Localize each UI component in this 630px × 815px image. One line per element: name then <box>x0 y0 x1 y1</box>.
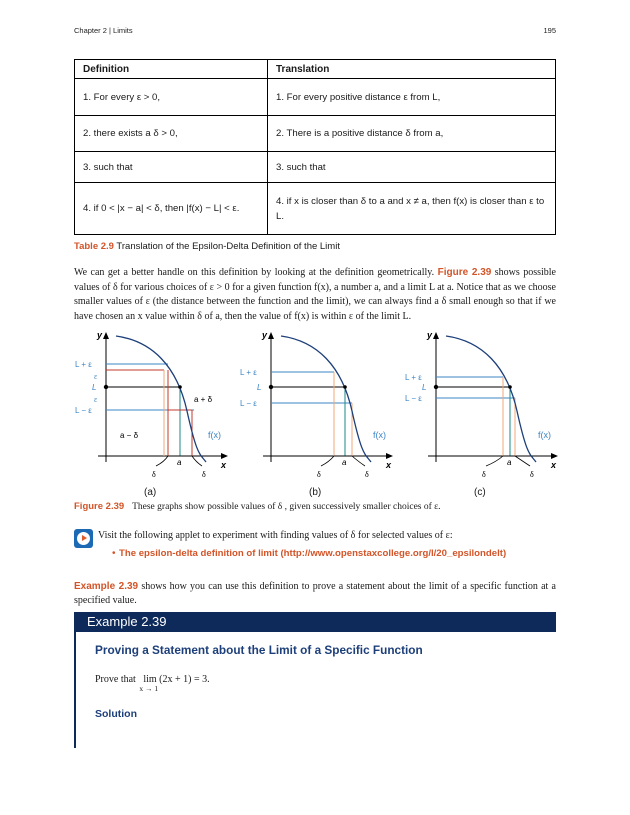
y-axis-label: y <box>97 330 103 340</box>
fx-label: f(x) <box>538 430 551 440</box>
table-row <box>75 183 556 235</box>
a-label: a <box>177 458 182 467</box>
panel-label-c: (c) <box>474 487 486 498</box>
example-title: Proving a Statement about the Limit of a Specific Function <box>95 643 423 657</box>
table-cell-definition: 3. such that <box>75 152 268 183</box>
l-minus-eps-label: L − ε <box>240 399 257 408</box>
x-axis-label: x <box>221 460 227 470</box>
example-header-title: Example 2.39 <box>87 614 167 629</box>
x-axis-label: x <box>386 460 392 470</box>
figure-panel-a <box>72 326 232 479</box>
a-minus-delta-label: a − δ <box>120 431 139 440</box>
delta-label: δ <box>152 470 156 479</box>
lim-subscript: x → 1 <box>139 684 159 693</box>
table-cell-translation: 4. if x is closer than δ to a and x ≠ a, then f(x) is closer than ε to L. <box>268 183 556 235</box>
graph-a <box>72 326 232 479</box>
figure-link[interactable]: Figure 2.39 <box>437 267 492 278</box>
delta-label: δ <box>365 470 369 479</box>
delta-label: δ <box>202 470 206 479</box>
figure-caption-text: These graphs show possible values of δ , given successively smaller choices of ε. <box>132 502 441 512</box>
applet-intro: Visit the following applet to experiment with finding values of δ for selected values of ε: <box>98 530 453 541</box>
fx-label: f(x) <box>208 430 221 440</box>
eps-label: ε <box>94 372 98 381</box>
l-minus-eps-label: L − ε <box>405 394 422 403</box>
table-cell-definition: 2. there exists a δ > 0, <box>75 116 268 152</box>
applet-link[interactable]: The epsilon-delta definition of limit (http://www.openstaxcollege.org/l/20_epsilondelt) <box>119 548 507 559</box>
figure-caption <box>74 501 441 512</box>
limit-body: (2x + 1) = 3. <box>159 674 210 685</box>
example-header <box>74 612 556 632</box>
l-label: L <box>92 383 97 392</box>
example-intro-text: shows how you can use this definition to prove a statement about the limit of a specific function at a specified value. <box>74 581 556 606</box>
table-caption <box>74 241 340 252</box>
limit-expression <box>139 674 159 693</box>
fx-label: f(x) <box>373 430 386 440</box>
table-row <box>75 152 556 183</box>
table-cell-translation: 3. such that <box>268 152 556 183</box>
panel-label-b: (b) <box>309 487 322 498</box>
eps-label: ε <box>94 395 98 404</box>
a-plus-delta-label: a + δ <box>194 395 213 404</box>
table-cell-definition: 4. if 0 < |x − a| < δ, then |f(x) − L| < ε. <box>75 183 268 235</box>
table-row <box>75 79 556 116</box>
prove-statement <box>95 674 210 693</box>
x-axis-label: x <box>551 460 557 470</box>
a-label: a <box>507 458 512 467</box>
l-plus-eps-label: L + ε <box>240 368 257 377</box>
delta-label: δ <box>317 470 321 479</box>
running-header-chapter: Chapter 2 | Limits <box>74 26 133 35</box>
delta-label: δ <box>482 470 486 479</box>
table-cell-definition: 1. For every ε > 0, <box>75 79 268 116</box>
y-axis-label: y <box>427 330 433 340</box>
paragraph-text-2: shows possible values of δ for various choices of ε > 0 for a given function f(x), a number a, and a limit L at a. Notice that as we choose smaller values of ε (the distance between the function and the limit), we can always find a δ small enough so that if we have chosen an x value within δ of a, then the value of f(x) is within ε of the limit L. <box>74 267 556 322</box>
example-link[interactable]: Example 2.39 <box>74 581 139 592</box>
table-caption-text: Translation of the Epsilon-Delta Definition of the Limit <box>113 241 340 252</box>
l-plus-eps-label: L + ε <box>405 373 422 382</box>
y-axis-label: y <box>262 330 268 340</box>
figure-panel-c <box>402 326 562 479</box>
l-minus-eps-label: L − ε <box>75 406 92 415</box>
definition-table <box>74 59 556 235</box>
paragraph-text-1: We can get a better handle on this definition by looking at the definition geometrically. <box>74 267 438 278</box>
graph-c <box>402 326 562 479</box>
page-number: 195 <box>543 26 556 35</box>
figure-panel-b <box>237 326 397 479</box>
l-label: L <box>422 383 427 392</box>
table-caption-label: Table 2.9 <box>74 241 114 252</box>
panel-label-a: (a) <box>144 487 157 498</box>
graph-b <box>237 326 397 479</box>
l-plus-eps-label: L + ε <box>75 360 92 369</box>
body-paragraph <box>74 266 556 324</box>
table-row <box>75 116 556 152</box>
table-cell-translation: 1. For every positive distance ε from L, <box>268 79 556 116</box>
solution-heading: Solution <box>95 708 137 720</box>
example-side-bar <box>74 632 76 748</box>
bullet: • <box>112 548 116 559</box>
figure-caption-label: Figure 2.39 <box>74 501 125 512</box>
prove-text: Prove that <box>95 674 136 685</box>
table-header-row <box>75 60 556 79</box>
example-intro-paragraph <box>74 580 556 607</box>
applet-icon <box>74 529 93 548</box>
table-cell-translation: 2. There is a positive distance δ from a, <box>268 116 556 152</box>
l-label: L <box>257 383 262 392</box>
a-label: a <box>342 458 347 467</box>
table-header-translation: Translation <box>268 60 556 79</box>
lim-label: lim <box>143 674 157 685</box>
table-header-definition: Definition <box>75 60 268 79</box>
delta-label: δ <box>530 470 534 479</box>
